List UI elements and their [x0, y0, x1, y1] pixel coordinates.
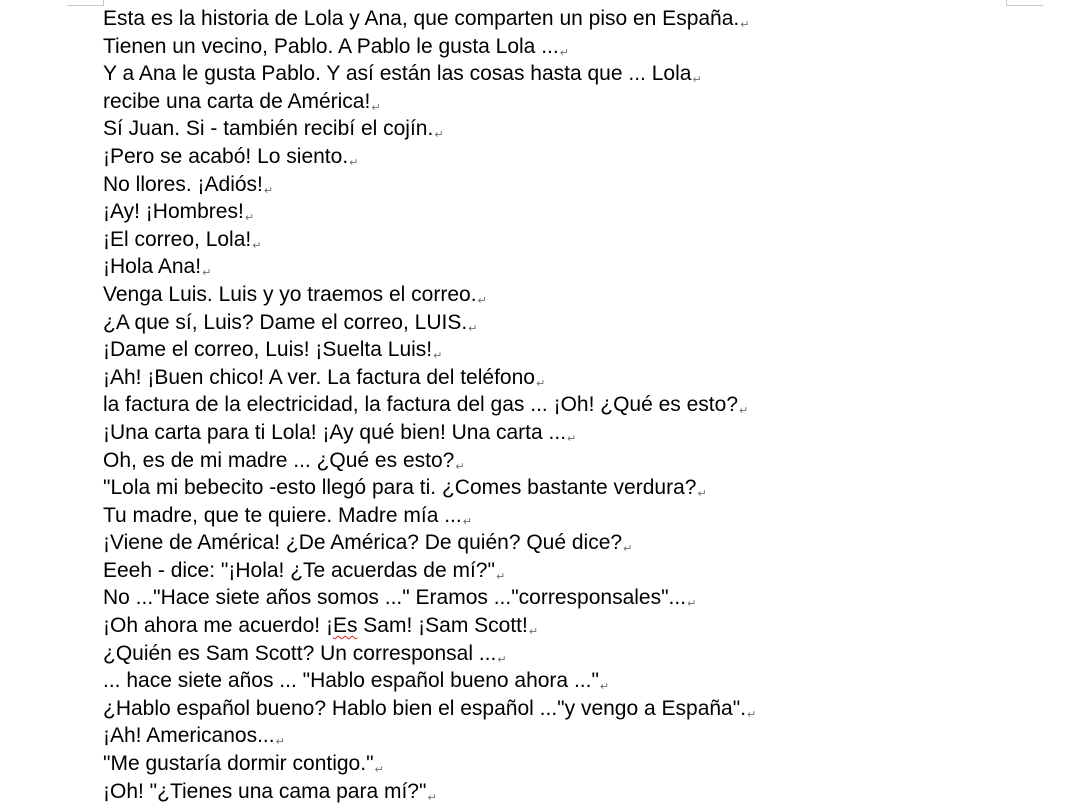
paragraph[interactable]	[103, 309, 1043, 337]
paragraph-text: "Me gustaría dormir contigo."	[103, 752, 374, 776]
paragraph-text: Tienen un vecino, Pablo. A Pablo le gusta Lola ...	[103, 34, 559, 58]
document-body[interactable]	[103, 5, 1043, 805]
paragraph-mark-icon: ↵	[599, 681, 610, 694]
paragraph-mark-icon: ↵	[567, 432, 577, 445]
paragraph-mark-icon: ↵	[559, 46, 569, 59]
paragraph[interactable]	[103, 143, 1043, 171]
paragraph[interactable]	[103, 612, 1043, 640]
paragraph-text: No ..."Hace siete años somos ..." Eramos ..."corresponsales"...	[103, 586, 687, 610]
paragraph-text: ¡Ah! Americanos...	[103, 724, 275, 748]
paragraph-text: Y a Ana le gusta Pablo. Y así están las cosas hasta que ... Lola	[103, 62, 692, 86]
paragraph-text: ... hace siete años ... "Hablo español bueno ahora ..."	[103, 669, 599, 693]
paragraph-mark-icon: ↵	[374, 764, 384, 777]
paragraph[interactable]	[103, 88, 1043, 116]
paragraph-mark-icon: ↵	[263, 184, 274, 197]
paragraph[interactable]	[103, 198, 1043, 226]
paragraph[interactable]	[103, 336, 1043, 364]
paragraph[interactable]	[103, 281, 1043, 309]
paragraph-mark-icon: ↵	[455, 460, 465, 473]
paragraph[interactable]	[103, 667, 1043, 695]
paragraph[interactable]	[103, 60, 1043, 88]
paragraph-text: ¡Ah! ¡Buen chico! A ver. La factura del teléfono	[103, 365, 535, 389]
paragraph-mark-icon: ↵	[687, 598, 697, 611]
paragraph[interactable]	[103, 584, 1043, 612]
paragraph[interactable]	[103, 5, 1043, 33]
paragraph[interactable]	[103, 364, 1043, 392]
paragraph-mark-icon: ↵	[740, 19, 750, 31]
paragraph-text: ¿Quién es Sam Scott? Un corresponsal ...	[103, 641, 497, 665]
paragraph-text: ¡Pero se acabó! Lo siento.	[103, 144, 349, 168]
paragraph[interactable]	[103, 778, 1043, 806]
paragraph-text: No llores. ¡Adiós!	[103, 172, 263, 196]
paragraph-mark-icon: ↵	[433, 350, 443, 363]
paragraph-text: ¡Oh! "¿Tienes una cama para mí?"	[103, 779, 427, 803]
paragraph[interactable]	[103, 474, 1043, 502]
paragraph-mark-icon: ↵	[371, 101, 381, 114]
paragraph-text: ¿A que sí, Luis? Dame el correo, LUIS.	[103, 310, 468, 334]
paragraph-mark-icon: ↵	[275, 736, 285, 749]
paragraph-text: Oh, es de mi madre ... ¿Qué es esto?	[103, 448, 455, 472]
paragraph[interactable]	[103, 529, 1043, 557]
paragraph[interactable]	[103, 750, 1043, 778]
paragraph[interactable]	[103, 226, 1043, 254]
paragraph-text: ¡El correo, Lola!	[103, 227, 252, 251]
paragraph-text: Esta es la historia de Lola y Ana, que comparten un piso en España.	[103, 7, 740, 30]
paragraph-mark-icon: ↵	[462, 515, 472, 528]
paragraph-text: ¡Ay! ¡Hombres!	[103, 200, 244, 224]
paragraph-mark-icon: ↵	[252, 239, 262, 252]
spelling-error-word[interactable]: Es	[332, 614, 358, 638]
page-corner-mark-left	[67, 0, 104, 6]
paragraph-text: Eeeh - dice: "¡Hola! ¿Te acuerdas de mí?"	[103, 558, 495, 582]
paragraph-mark-icon: ↵	[427, 791, 437, 804]
paragraph[interactable]	[103, 33, 1043, 61]
paragraph[interactable]	[103, 115, 1043, 143]
paragraph-mark-icon: ↵	[497, 653, 507, 666]
paragraph-text: la factura de la electricidad, la factura del gas ... ¡Oh! ¿Qué es esto?	[103, 393, 738, 417]
paragraph-mark-icon: ↵	[468, 322, 478, 335]
paragraph[interactable]	[103, 419, 1043, 447]
paragraph-mark-icon: ↵	[349, 156, 359, 169]
paragraph[interactable]	[103, 447, 1043, 475]
paragraph-mark-icon: ↵	[747, 708, 757, 721]
paragraph[interactable]	[103, 502, 1043, 530]
paragraph-text: ¡Hola Ana!	[103, 255, 202, 279]
paragraph-mark-icon: ↵	[692, 74, 702, 87]
paragraph-text: Tu madre, que te quiere. Madre mía ...	[103, 503, 462, 527]
paragraph-text: ¿Hablo español bueno? Hablo bien el español ..."y vengo a España".	[103, 696, 747, 720]
paragraph-mark-icon: ↵	[434, 129, 444, 142]
paragraph-text: ¡Viene de América! ¿De América? De quién? Qué dice?	[103, 531, 623, 555]
paragraph-text-after: Sam! ¡Sam Scott!	[357, 614, 528, 638]
paragraph-mark-icon: ↵	[528, 626, 539, 639]
paragraph-text: recibe una carta de América!	[103, 89, 371, 113]
paragraph-text: ¡Dame el correo, Luis! ¡Suelta Luis!	[103, 338, 433, 362]
paragraph-text: "Lola mi bebecito -esto llegó para ti. ¿Comes bastante verdura?	[103, 476, 697, 500]
paragraph[interactable]	[103, 391, 1043, 419]
paragraph-text: Sí Juan. Si - también recibí el cojín.	[103, 117, 434, 141]
paragraph[interactable]	[103, 640, 1043, 668]
paragraph-text: ¡Una carta para ti Lola! ¡Ay qué bien! Una carta ...	[103, 420, 567, 444]
paragraph[interactable]	[103, 253, 1043, 281]
paragraph-mark-icon: ↵	[244, 212, 255, 225]
paragraph-mark-icon: ↵	[697, 488, 707, 501]
paragraph-mark-icon: ↵	[739, 405, 749, 418]
paragraph-mark-icon: ↵	[495, 570, 506, 583]
paragraph-mark-icon: ↵	[202, 267, 212, 280]
paragraph[interactable]	[103, 695, 1043, 723]
paragraph-mark-icon: ↵	[535, 377, 546, 390]
paragraph[interactable]	[103, 171, 1043, 199]
paragraph[interactable]	[103, 722, 1043, 750]
paragraph-text: Venga Luis. Luis y yo traemos el correo.	[103, 282, 477, 306]
paragraph-text-before: ¡Oh ahora me acuerdo! ¡	[103, 614, 333, 638]
paragraph[interactable]	[103, 557, 1043, 585]
paragraph-mark-icon: ↵	[623, 543, 633, 556]
paragraph-mark-icon: ↵	[477, 294, 487, 307]
